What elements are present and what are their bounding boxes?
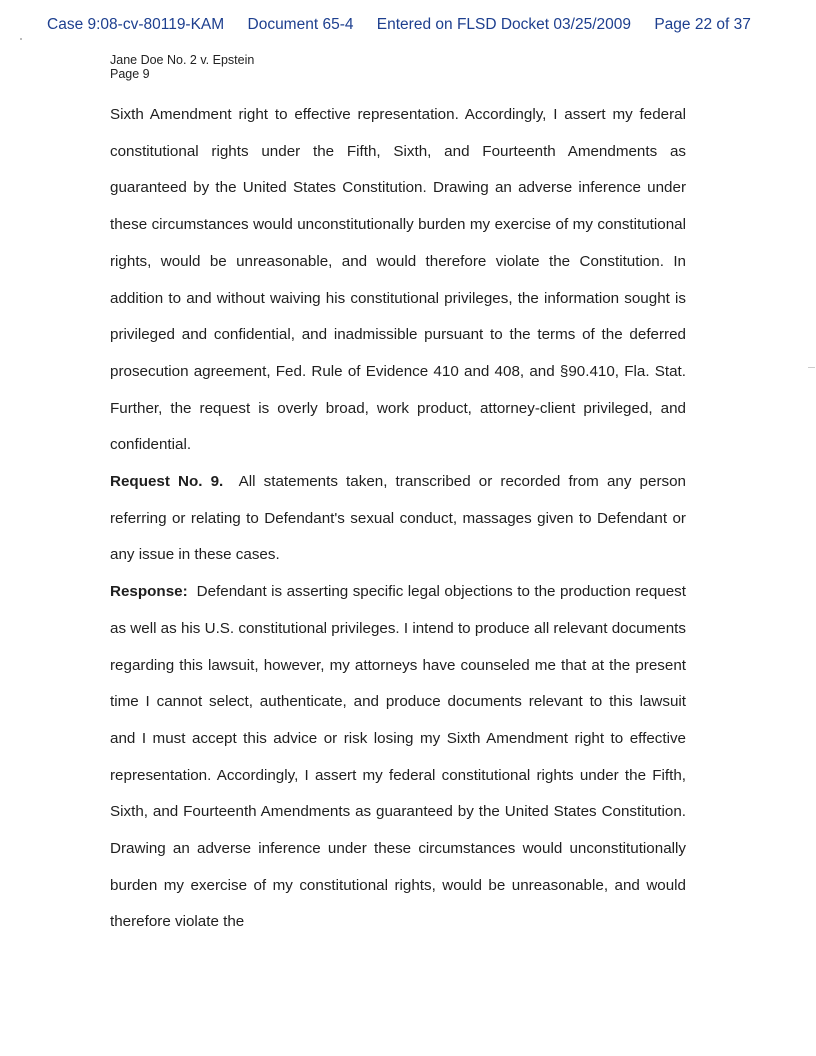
continuation-paragraph: Sixth Amendment right to effective representation. Accordingly, I assert my federal constitutional rights under the Fifth, Sixth, and Fourteenth Amendments as guaranteed by the United States Constitution. Drawing an adverse inference under these circumstances would unconstitutionally burden my exercise of my constitutional rights, would be unreasonable, and would therefore violate the Constitution. In addition to and without waiving his constitutional privileges, the information sought is privileged and confidential, and inadmissible pursuant to the terms of the deferred prosecution agreement, Fed. Rule of Evidence 410 and 408, and §90.410, Fla. Stat. Further, the request is overly broad, work product, attorney-client privileged, and confidential. <box>110 106 686 454</box>
document-body <box>110 97 686 941</box>
request-label: Request No. 9. <box>110 473 224 491</box>
response-text: Defendant is asserting specific legal objections to the production request as well as his U.S. constitutional privileges. I intend to produce all relevant documents regarding this lawsuit, however, my attorneys have counseled me that at the present time I cannot select, authenticate, and produce documents relevant to this lawsuit and I must accept this advice or risk losing my Sixth Amendment right to effective representation. Accordingly, I assert my federal constitutional rights under the Fifth, Sixth, and Fourteenth Amendments as guaranteed by the United States Constitution. Drawing an adverse inference under these circumstances would unconstitutionally burden my exercise of my constitutional rights, would be unreasonable, and would therefore violate the <box>110 583 686 931</box>
response-paragraph <box>110 574 686 941</box>
scan-artifact-mark <box>20 38 22 40</box>
case-caption <box>110 53 254 81</box>
docket-entry-date: Entered on FLSD Docket 03/25/2009 <box>376 16 631 33</box>
caption-title: Jane Doe No. 2 v. Epstein <box>110 53 255 67</box>
response-label: Response: <box>110 583 188 601</box>
case-number: Case 9:08-cv-80119-KAM <box>47 16 225 33</box>
page-count: Page 22 of 37 <box>654 16 751 33</box>
court-filing-header <box>47 16 787 34</box>
document-number: Document 65-4 <box>247 16 354 33</box>
caption-page: Page 9 <box>110 67 150 81</box>
request-paragraph <box>110 464 686 574</box>
scan-artifact-mark <box>808 367 815 368</box>
request-text: All statements taken, transcribed or recorded from any person referring or relating to Defendant's sexual conduct, massages given to Defendant or any issue in these cases. <box>110 473 686 564</box>
